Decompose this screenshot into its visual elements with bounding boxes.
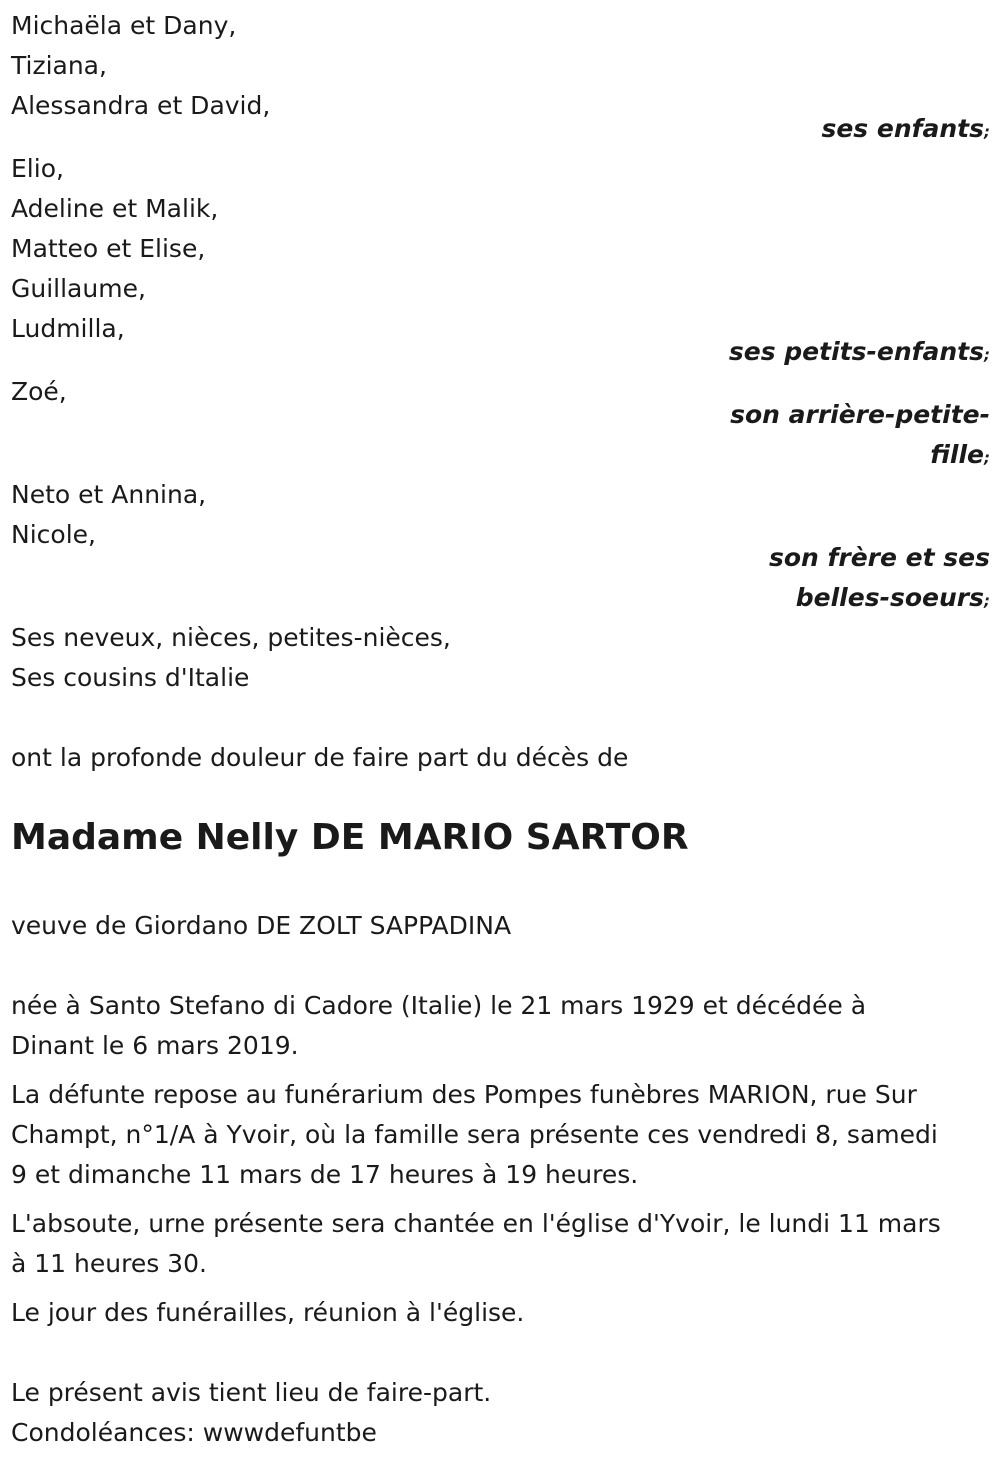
rest-info-text: 9 et dimanche 11 mars de 17 heures à 19 heures. bbox=[11, 1160, 639, 1189]
family-line: Ludmilla, bbox=[11, 314, 125, 343]
family-line: Zoé, bbox=[11, 377, 67, 406]
condolences-text: Condoléances: wwwdefuntbe bbox=[11, 1418, 377, 1447]
absoute-text: L'absoute, urne présente sera chantée en l'église d'Yvoir, le lundi 11 mars bbox=[11, 1209, 941, 1238]
role-label-children: ses enfants; bbox=[821, 114, 990, 143]
family-line: Michaëla et Dany, bbox=[11, 11, 237, 40]
family-line: Elio, bbox=[11, 154, 64, 183]
family-line: Ses cousins d'Italie bbox=[11, 663, 250, 692]
absoute-text: à 11 heures 30. bbox=[11, 1249, 207, 1278]
widow-of-text: veuve de Giordano DE ZOLT SAPPADINA bbox=[11, 911, 512, 940]
role-label-siblings-2: belles-soeurs; bbox=[795, 583, 990, 612]
funeral-day-text: Le jour des funérailles, réunion à l'église. bbox=[11, 1298, 525, 1327]
family-line: Neto et Annina, bbox=[11, 480, 207, 509]
family-line: Adeline et Malik, bbox=[11, 194, 219, 223]
role-label-great-grandchild-1: son arrière-petite- bbox=[730, 400, 990, 429]
family-line: Tiziana, bbox=[11, 51, 107, 80]
announcement-text: ont la profonde douleur de faire part du décès de bbox=[11, 743, 629, 772]
family-line: Nicole, bbox=[11, 520, 96, 549]
role-label-grandchildren: ses petits-enfants; bbox=[728, 337, 990, 366]
rest-info-text: Champt, n°1/A à Yvoir, où la famille sera présente ces vendredi 8, samedi bbox=[11, 1120, 938, 1149]
role-label-siblings-1: son frère et ses bbox=[768, 543, 990, 572]
birth-death-text: Dinant le 6 mars 2019. bbox=[11, 1031, 299, 1060]
notice-text: Le présent avis tient lieu de faire-part. bbox=[11, 1378, 492, 1407]
family-line: Ses neveux, nièces, petites-nièces, bbox=[11, 623, 451, 652]
family-line: Matteo et Elise, bbox=[11, 234, 206, 263]
deceased-name: Madame Nelly DE MARIO SARTOR bbox=[11, 817, 689, 858]
family-line: Guillaume, bbox=[11, 274, 146, 303]
rest-info-text: La défunte repose au funérarium des Pompes funèbres MARION, rue Sur bbox=[11, 1080, 917, 1109]
role-label-great-grandchild-2: fille; bbox=[930, 440, 990, 469]
birth-death-text: née à Santo Stefano di Cadore (Italie) le 21 mars 1929 et décédée à bbox=[11, 991, 867, 1020]
family-line: Alessandra et David, bbox=[11, 91, 271, 120]
